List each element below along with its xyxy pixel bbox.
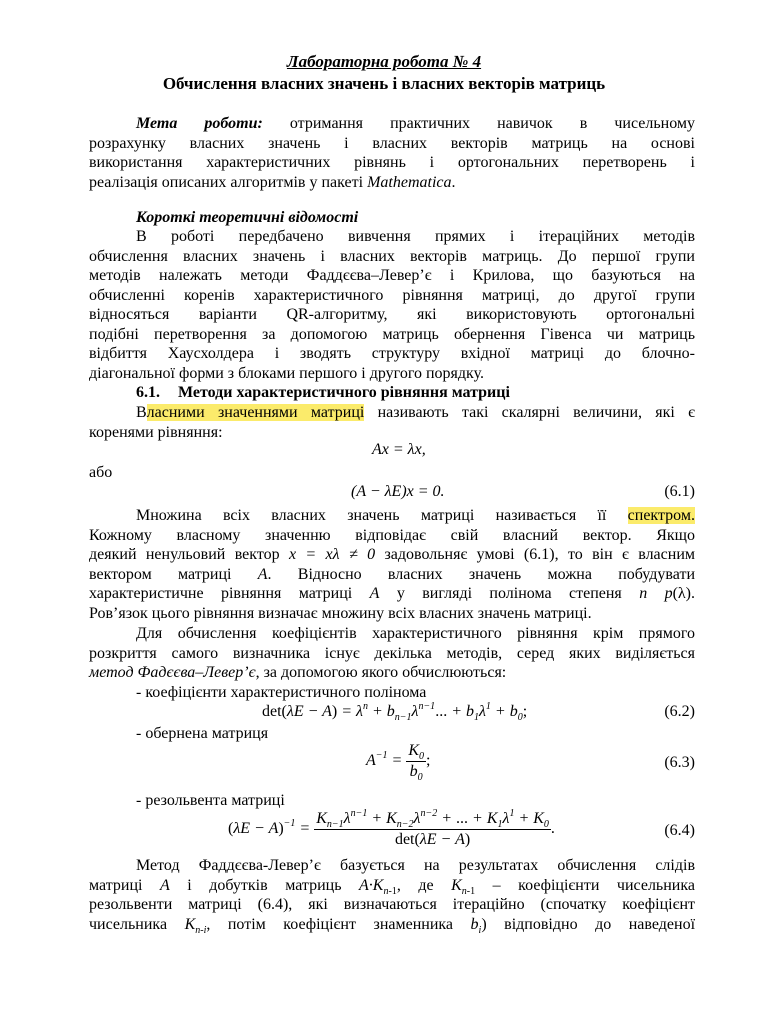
bullet-inverse: - обернена матриця (136, 725, 269, 742)
spectrum-line-4: вектором матриці A. Відносно власних значень можна побудувати (89, 565, 696, 583)
section-heading (136, 383, 510, 403)
section-title: Методи характеристичного рівняння матриці (178, 384, 510, 401)
page-subtitle: Обчислення власних значень і власних векторів матриць (162, 74, 606, 93)
theory-line-3: методів належать методи Фаддєєва–Левер’є і Крилова, що базуються на (89, 267, 695, 284)
equation-eigen: Ax = λx, (372, 441, 426, 458)
method-name: метод Фадєєва–Левер’є (89, 664, 256, 681)
theory-heading: Короткі теоретичні відомості (136, 209, 359, 226)
final-line-3: резольвенти матриці (6.4), які визначаються ітераційно (спочатку коефіцієнт (89, 896, 695, 913)
goal-paragraph (89, 114, 695, 192)
equation-6-1: (A − λE)x = 0. (351, 483, 445, 500)
spectrum-line-6: Ров’язок цього рівняння визначає множину всіх власних значень матриці. (89, 604, 592, 622)
theory-line-2: обчислення власних значень і власних векторів матриць. До першої групи (89, 247, 695, 265)
definition-paragraph (89, 403, 695, 442)
bullet-resolvent: - резольвента матриці (136, 792, 285, 809)
theory-line-4: обчисленні коренів характеристичного рівняння матриці, до другої групи (89, 286, 695, 304)
page-title: Лабораторна робота № 4 (286, 52, 482, 71)
goal-line-4: реалізація описаних алгоритмів у пакеті Mathematica. (89, 173, 456, 191)
final-line-4: чисельника $K_{n-i}$, потім коефіцієнт знаменника $b_i$) відповідно до наведеної (89, 915, 696, 936)
theory-paragraph (89, 227, 695, 383)
method-line-1: Для обчислення коефіцієнтів характеристичного рівняння крім прямого (136, 625, 695, 642)
goal-label: Мета роботи: (136, 115, 263, 132)
equation-6-3: $A^{-1}$ = $\frac{K_0}{b_0}$ ; (366, 742, 431, 783)
method-line-2: розкриття самого визначника існує декілька методів, серед яких виділяється (89, 644, 695, 662)
theory-line-5: відносяться варіанти QR-алгоритму, які використовують ортогональні (89, 306, 695, 323)
definition-line-2: коренями рівняння: (89, 423, 223, 441)
spectrum-line-5: характеристичне рівняння матриці A у вигляді полінома степеня n p(λ). (89, 585, 696, 602)
theory-line-8: діагональної форми з блоками першого і другого порядку. (89, 364, 484, 382)
equation-number-6-3: (6.3) (664, 754, 695, 771)
spectrum-line-3: деякий ненульовий вектор x = xλ ≠ 0 задовольняє умові (6.1), то він є власним (89, 546, 696, 563)
equation-number-6-4: (6.4) (664, 822, 695, 839)
goal-line-3: використання характеристичних рівнянь і ортогональних перетворень і (89, 154, 695, 171)
equation-number-6-1: (6.1) (664, 483, 695, 500)
definition-line-1: Власними значеннями матриці називають такі скалярні величини, які є (136, 404, 696, 421)
section-number: 6.1. (136, 384, 160, 401)
fraction-resolvent: $\frac{K_{n-1}\lambda^{n-1} + K_{n-2}\lambda^{n-2} + ... + K_1\lambda^1 + K_0}{\det(\lambda E - A)}$ (316, 808, 549, 848)
highlight-spectrum: спектром. (627, 507, 695, 524)
equation-6-4: $(\lambda E - A)^{-1}$ = $\frac{K_{n-1}\lambda^{n-1} + K_{n-2}\lambda^{n-2} + ... + K_1\lambda^1 + K_0}{\det(\lambda E - A)}$ . (228, 808, 555, 848)
spectrum-line-1: Множина всіх власних значень матриці називається її спектром. (136, 507, 695, 524)
spectrum-line-2: Кожному власному значенню відповідає свій власний вектор. Якщо (89, 526, 695, 544)
equation-number-6-2: (6.2) (664, 703, 695, 720)
or-word: або (89, 464, 113, 481)
spectrum-paragraph (89, 506, 695, 623)
goal-line-2: розрахунку власних значень і власних векторів матриць на основі (89, 134, 695, 152)
method-line-3: метод Фадєєва–Левер’є, за допомогою якого обчислюються: (89, 664, 507, 681)
highlight-eigenvalues: ласними значеннями матриці (146, 404, 365, 421)
software-name: Mathematica (367, 173, 452, 191)
vector-condition: x = xλ ≠ 0 (288, 546, 376, 563)
goal-line-1: Мета роботи: отримання практичних навичок в чисельному (136, 115, 696, 132)
theory-line-1: В роботі передбачено вивчення прямих і ітераційних методів (136, 228, 695, 245)
final-paragraph (89, 856, 695, 934)
fraction-k0-b0: $\frac{K_0}{b_0}$ (408, 742, 424, 783)
final-line-1: Метод Фаддєєва-Левер’є базується на результатах обчислення слідів (136, 857, 695, 874)
method-paragraph (89, 624, 695, 683)
theory-line-7: відбиття Хаусхолдера і зводять структуру вхідної матриці до блочно- (89, 345, 695, 362)
theory-line-6: подібні перетворення за допомогою матриць обернення Гівенса чи матриць (89, 325, 695, 343)
equation-6-2: $\det(\lambda E - A) = \lambda^n + b_{n-1}\lambda^{n-1}$... + $b_1\lambda^1 + b_0$; (262, 701, 528, 723)
final-line-2: матриці A і добутків матриць $A\cdot K_{n-1}$, де $K_{n-1}$ – коефіцієнти чисельника (89, 876, 695, 897)
bullet-coefficients: - коефіцієнти характеристичного полінома (136, 684, 427, 701)
